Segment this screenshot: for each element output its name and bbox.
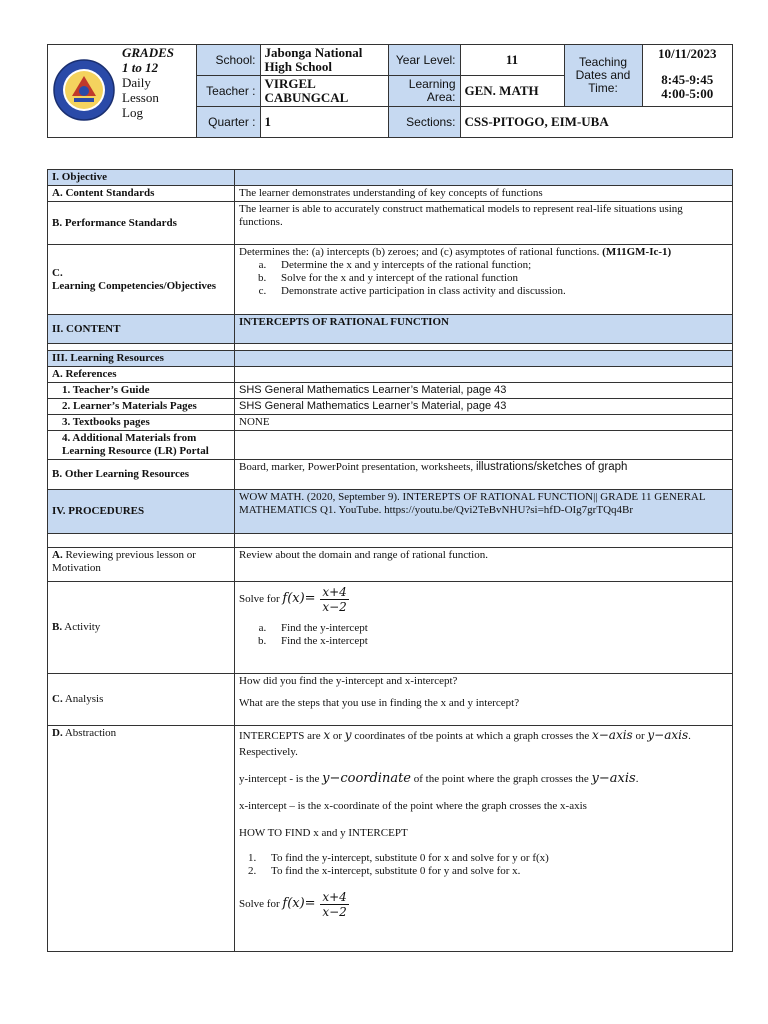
teaching-time-2: 4:00-5:00 — [661, 86, 714, 101]
numerator: x+4 — [322, 585, 347, 599]
abstraction-title: Abstraction — [64, 727, 117, 739]
content-standards-value: The learner demonstrates understanding of key concepts of functions — [235, 186, 733, 202]
logo-cell — [48, 45, 121, 138]
steps-list — [239, 852, 728, 878]
competencies-title: Learning Competencies/Objectives — [52, 279, 217, 292]
text: . — [635, 773, 639, 785]
x-intercept-definition: x-intercept – is the x-coordinate of the point where the graph crosses the x-axis — [239, 800, 587, 812]
text: or — [332, 730, 343, 742]
analysis-question-2: What are the steps that you use in finding the x and y intercept? — [239, 697, 520, 709]
objective-heading: I. Objective — [48, 170, 235, 186]
teachers-guide-value: SHS General Mathematics Learner’s Material, page 43 — [235, 383, 733, 399]
abstraction-label — [48, 726, 235, 952]
learning-area-label: Learning Area: — [388, 76, 460, 107]
content-value: INTERCEPTS OF RATIONAL FUNCTION — [235, 315, 733, 344]
competencies-letter: C. — [52, 266, 63, 279]
list-item: c. Demonstrate active participation in class activity and discussion. — [269, 285, 728, 298]
other-resources-label: B. Other Learning Resources — [48, 460, 235, 490]
math-x-axis: x−axis — [591, 728, 633, 742]
numerator: x+4 — [322, 890, 347, 904]
other-resources-value — [235, 460, 733, 490]
math-y-axis: y−axis — [647, 728, 689, 742]
reviewing-label — [48, 548, 235, 582]
list-item: 2. To find the x-intercept, substitute 0 for y and solve for x. — [259, 865, 728, 878]
text: . Respectively. — [239, 730, 691, 758]
learners-materials-label: 2. Learner’s Materials Pages — [48, 399, 235, 415]
activity-letter: B. — [52, 621, 63, 633]
dll-word-log: Log — [122, 105, 143, 120]
list-item: 1. To find the y-intercept, substitute 0 for x and solve for y or f(x) — [259, 852, 728, 865]
function-notation: f(x)= — [282, 591, 316, 607]
denominator: x−2 — [322, 600, 347, 614]
teaching-dates-value — [642, 45, 733, 107]
text: coordinates of tbe points at which a graph crosses the — [354, 730, 590, 742]
activity-title: Activity — [64, 621, 101, 633]
competencies-intro: Determines the: (a) intercepts (b) zeroes; and (c) asymptotes of rational functions. — [239, 246, 600, 258]
performance-standards-label: B. Performance Standards — [48, 202, 235, 245]
fraction — [320, 585, 348, 614]
math-y-axis: y−axis — [591, 771, 636, 786]
dll-title — [120, 45, 196, 138]
textbooks-value: NONE — [235, 415, 733, 431]
deped-seal-icon — [52, 58, 116, 122]
analysis-label — [48, 674, 235, 726]
teacher-value: VIRGEL CABUNGCAL — [260, 76, 388, 107]
abstraction-letter: D. — [52, 727, 63, 739]
y-intercept-definition — [239, 772, 728, 786]
school-value: Jabonga National High School — [260, 45, 388, 76]
list-item: a. Determine the x and y intercepts of the rational function; — [269, 259, 728, 272]
dll-word-daily: Daily — [122, 75, 151, 90]
text: of the point where the graph crosses the — [413, 773, 589, 785]
dll-word-lesson: Lesson — [122, 90, 159, 105]
quarter-value: 1 — [260, 107, 388, 138]
activity-list — [239, 622, 728, 648]
competencies-value — [235, 245, 733, 315]
fraction — [320, 890, 348, 919]
header-table — [47, 44, 733, 138]
list-item: b. Solve for the x and y intercept of the rational function — [269, 272, 728, 285]
activity-equation — [239, 585, 728, 614]
solve-for-text: Solve for — [239, 593, 280, 606]
solve-for-text: Solve for — [239, 898, 280, 911]
procedures-heading: IV. PROCEDURES — [48, 490, 235, 534]
how-to-find-heading: HOW TO FIND x and y INTERCEPT — [239, 827, 408, 839]
sections-label: Sections: — [388, 107, 460, 138]
sections-value: CSS-PITOGO, EIM-UBA — [460, 107, 733, 138]
analysis-letter: C. — [52, 693, 63, 705]
math-y: y — [344, 728, 352, 742]
teacher-label: Teacher : — [196, 76, 260, 107]
teachers-guide-label: 1. Teacher’s Guide — [48, 383, 235, 399]
competencies-label — [48, 245, 235, 315]
text: y-intercept - is the — [239, 773, 320, 785]
content-heading: II. CONTENT — [48, 315, 235, 344]
analysis-value — [235, 674, 733, 726]
text: INTERCEPTS are — [239, 730, 321, 742]
year-level-value: 11 — [460, 45, 564, 76]
lesson-log-table — [47, 169, 733, 952]
function-notation: f(x)= — [282, 896, 316, 912]
grades-label: GRADES — [122, 45, 175, 60]
activity-value — [235, 582, 733, 674]
text: or — [635, 730, 645, 742]
learners-materials-value: SHS General Mathematics Learner’s Material, page 43 — [235, 399, 733, 415]
denominator: x−2 — [322, 905, 347, 919]
reviewing-title: Reviewing previous lesson or Motivation — [52, 549, 196, 574]
list-item: a. Find the y-intercept — [269, 622, 728, 635]
analysis-question-1: How did you find the y-intercept and x-intercept? — [239, 675, 458, 687]
math-y-coordinate: y−coordinate — [322, 771, 411, 786]
teaching-date: 10/11/2023 — [657, 46, 717, 61]
abstraction-value — [235, 726, 733, 952]
procedures-reference: WOW MATH. (2020, September 9). INTEREPTS OF RATIONAL FUNCTION|| GRADE 11 GENERAL MATHEMATICS Q1. YouTube. https://youtu.be/Qvi2TeBvNHU?si=hfD-OIg7grTQq4Br — [235, 490, 733, 534]
math-x: x — [323, 728, 331, 742]
grades-range: 1 to 12 — [122, 60, 159, 75]
activity-label — [48, 582, 235, 674]
reviewing-letter: A. — [52, 549, 63, 561]
school-label: School: — [196, 45, 260, 76]
analysis-title: Analysis — [64, 693, 104, 705]
textbooks-label: 3. Textbooks pages — [48, 415, 235, 431]
other-resources-text: Board, marker, PowerPoint presentation, worksheets, — [239, 461, 474, 473]
intercepts-definition — [239, 727, 728, 760]
competencies-code: (M11GM-Ic-1) — [602, 246, 672, 258]
resources-heading: III. Learning Resources — [48, 351, 235, 367]
teaching-dates-label: Teaching Dates and Time: — [564, 45, 642, 107]
content-standards-label: A. Content Standards — [48, 186, 235, 202]
teaching-time-1: 8:45-9:45 — [661, 72, 714, 87]
learning-area-value: GEN. MATH — [460, 76, 564, 107]
competencies-list — [239, 259, 728, 298]
additional-materials-label: 4. Additional Materials from Learning Resource (LR) Portal — [48, 431, 235, 460]
references-label: A. References — [48, 367, 235, 383]
performance-standards-value: The learner is able to accurately construct mathematical models to represent real-life situations using functions. — [235, 202, 733, 245]
year-level-label: Year Level: — [388, 45, 460, 76]
list-item: b. Find the x-intercept — [269, 635, 728, 648]
abstraction-equation — [239, 890, 728, 919]
quarter-label: Quarter : — [196, 107, 260, 138]
reviewing-value: Review about the domain and range of rational function. — [235, 548, 733, 582]
other-resources-text-2: illustrations/sketches of graph — [475, 461, 628, 473]
